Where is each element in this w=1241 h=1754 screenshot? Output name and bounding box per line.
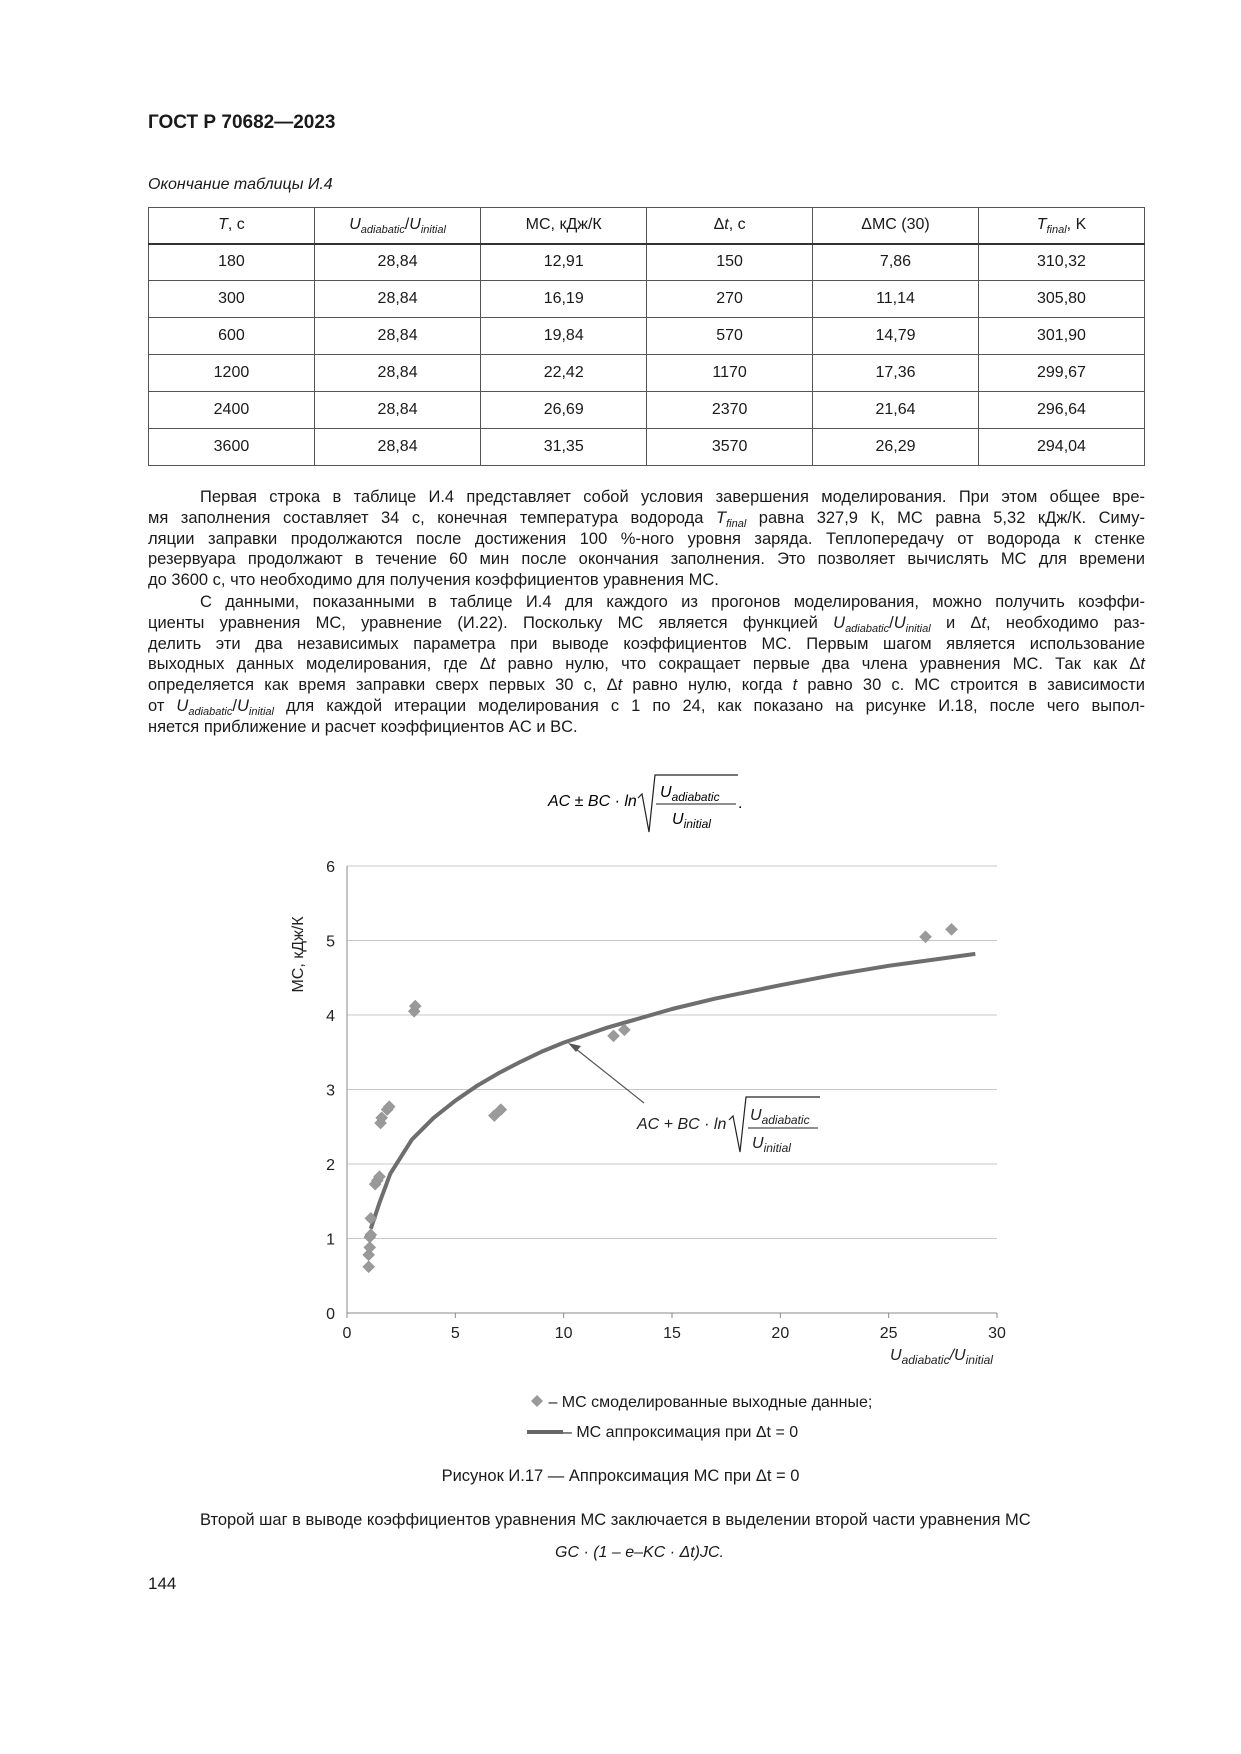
data-point xyxy=(946,923,958,935)
p2-line: выходных данных моделирования, где Δt равно нулю, что сокращает первые два члена уравнения MC. Так как Δt xyxy=(148,655,1145,674)
annotation-label: AC + BC · ln xyxy=(637,1116,727,1133)
p2-line: делить эти два независимых параметра при выводе коэффициентов MC. Первым шагом является использование xyxy=(148,634,1145,653)
y-tick-label: 2 xyxy=(326,1157,335,1174)
p1-line: Первая строка в таблице И.4 представляет собой условия завершения моделирования. При этом общее вре- xyxy=(200,488,1145,506)
table-cell: 299,67 xyxy=(978,355,1144,392)
p2-line: определяется как время заправки сверх первых 30 с, Δt равно нулю, когда t равно 30 с. MC строится в зависимости xyxy=(148,676,1145,695)
data-point xyxy=(608,1030,620,1042)
annotation-den: $U_{initial}$ xyxy=(752,1135,791,1155)
data-point xyxy=(363,1261,375,1273)
table-cell: 28,84 xyxy=(314,244,480,281)
p1-line: ляции заправки продолжаются после достижения 100 %-ного уровня заряда. Теплопередачу от водорода к стенке xyxy=(148,529,1145,548)
legend-scatter-label: – MC смоделированные выходные данные; xyxy=(548,1394,873,1411)
x-tick-label: 5 xyxy=(450,1325,460,1342)
table-cell: 28,84 xyxy=(314,392,480,429)
table-cell: 296,64 xyxy=(978,392,1144,429)
table-cell: 28,84 xyxy=(314,318,480,355)
document-code: ГОСТ Р 70682—2023 xyxy=(148,112,336,133)
table-cell: 300 xyxy=(149,281,315,318)
y-tick-label: 5 xyxy=(326,933,335,951)
formula-2-text: GC · (1 – e–KC · Δt)JC. xyxy=(555,1544,724,1561)
line-marker-icon xyxy=(527,1425,563,1439)
table-cell: 310,32 xyxy=(978,244,1144,281)
p1-line: мя заполнения составляет 34 с, конечная температура водорода $T_{final}$ равна 327,9 К, MC равна 5,32 кДж/К. Симу- xyxy=(148,508,1145,530)
chart-series-scatter xyxy=(363,923,958,1272)
x-tick-label: 15 xyxy=(663,1325,681,1342)
p2-line: циенты уравнения MC, уравнение (И.22). Поскольку MC является функцией $U_{adiabatic}/U_{initial}$ и Δt, необходимо раз- xyxy=(148,613,1145,635)
y-tick-label: 3 xyxy=(326,1082,335,1100)
y-axis-label: MC, кДж/К xyxy=(290,916,307,993)
formula-1-den: $U_{initial}$ xyxy=(672,811,711,831)
y-tick-label: 0 xyxy=(326,1306,335,1323)
col-header-t: T, с xyxy=(149,208,315,244)
table-cell: 26,29 xyxy=(813,429,979,466)
col-header-dt: Δt, с xyxy=(647,208,813,244)
formula-1-end: . xyxy=(738,795,743,812)
x-tick-label: 30 xyxy=(988,1325,1006,1342)
table-cell: 570 xyxy=(647,318,813,355)
annotation-num: $U_{adiabatic}$ xyxy=(750,1107,810,1127)
table-cell: 14,79 xyxy=(813,318,979,355)
chart-annotation xyxy=(568,1043,820,1155)
table-cell: 28,84 xyxy=(314,355,480,392)
x-axis-label: $U_{adiabatic}/U_{initial}$ xyxy=(890,1347,993,1367)
col-header-mc: MC, кДж/К xyxy=(481,208,647,244)
formula-2 xyxy=(555,1544,724,1562)
col-header-u-ratio: $U_{adiabatic}/U_{initial}$ xyxy=(314,208,480,244)
p2-line: С данными, показанными в таблице И.4 для каждого из прогонов моделирования, можно получить коэффи- xyxy=(200,593,1145,611)
chart-series-line xyxy=(371,954,976,1229)
figure-caption: Рисунок И.17 — Аппроксимация MC при Δt = 0 xyxy=(441,1467,800,1485)
paragraph-3: Второй шаг в выводе коэффициентов уравнения MC заключается в выделении второй части уравнения MC xyxy=(200,1511,1031,1529)
table-cell: 19,84 xyxy=(481,318,647,355)
p2-line: няется приближение и расчет коэффициентов AC и BC. xyxy=(148,717,578,736)
x-tick-label: 20 xyxy=(771,1325,790,1342)
table-caption: Окончание таблицы И.4 xyxy=(148,176,333,193)
col-header-dmc: ΔMC (30) xyxy=(813,208,979,244)
diamond-marker-icon xyxy=(530,1394,544,1408)
table-cell: 294,04 xyxy=(978,429,1144,466)
table-cell: 17,36 xyxy=(813,355,979,392)
formula-1-num: $U_{adiabatic}$ xyxy=(660,784,720,804)
table-cell: 11,14 xyxy=(813,281,979,318)
x-tick-label: 10 xyxy=(554,1325,573,1342)
table-cell: 3600 xyxy=(149,429,315,466)
p2-line: от $U_{adiabatic}/U_{initial}$ для каждой итерации моделирования с 1 по 24, как показано на рисунке И.18, после чего выпол- xyxy=(148,696,1145,718)
chart-labels xyxy=(290,916,993,1367)
table-cell: 2370 xyxy=(647,392,813,429)
p1-line: резервуара продолжают в течение 60 мин после окончания заполнения. Это позволяет вычислять MC для времени xyxy=(148,550,1145,569)
formula-1-left: AC ± BC · ln xyxy=(548,793,637,810)
table-cell: 16,19 xyxy=(481,281,647,318)
table-cell: 600 xyxy=(149,318,315,355)
table-cell: 21,64 xyxy=(813,392,979,429)
y-tick-label: 6 xyxy=(326,859,335,876)
legend-line-label: – MC аппроксимация при Δt = 0 xyxy=(563,1424,799,1441)
table-cell: 28,84 xyxy=(314,281,480,318)
table-cell: 150 xyxy=(647,244,813,281)
chart-ticks xyxy=(326,859,1006,1342)
table-cell: 31,35 xyxy=(481,429,647,466)
legend-line xyxy=(527,1424,798,1442)
chart-grid xyxy=(347,866,997,1318)
annotation-arrow-line xyxy=(571,1045,644,1103)
table-cell: 1170 xyxy=(647,355,813,392)
table-cell: 28,84 xyxy=(314,429,480,466)
table-cell: 2400 xyxy=(149,392,315,429)
table-cell: 301,90 xyxy=(978,318,1144,355)
table-cell: 270 xyxy=(647,281,813,318)
table-cell: 12,91 xyxy=(481,244,647,281)
x-tick-label: 25 xyxy=(879,1325,898,1342)
col-header-tfinal: $T_{final}$, K xyxy=(978,208,1144,244)
approximation-curve xyxy=(371,954,976,1229)
table-cell: 305,80 xyxy=(978,281,1144,318)
table-cell: 26,69 xyxy=(481,392,647,429)
table-cell: 22,42 xyxy=(481,355,647,392)
table-cell: 7,86 xyxy=(813,244,979,281)
legend-scatter xyxy=(530,1394,872,1412)
page-number: 144 xyxy=(148,1574,177,1593)
y-tick-label: 4 xyxy=(326,1008,335,1025)
x-tick-label: 0 xyxy=(342,1325,352,1342)
p1-line: до 3600 с, что необходимо для получения коэффициентов уравнения MC. xyxy=(148,571,719,590)
table-cell: 1200 xyxy=(149,355,315,392)
y-tick-label: 1 xyxy=(326,1231,335,1249)
table-cell: 180 xyxy=(149,244,315,281)
table-cell: 3570 xyxy=(647,429,813,466)
